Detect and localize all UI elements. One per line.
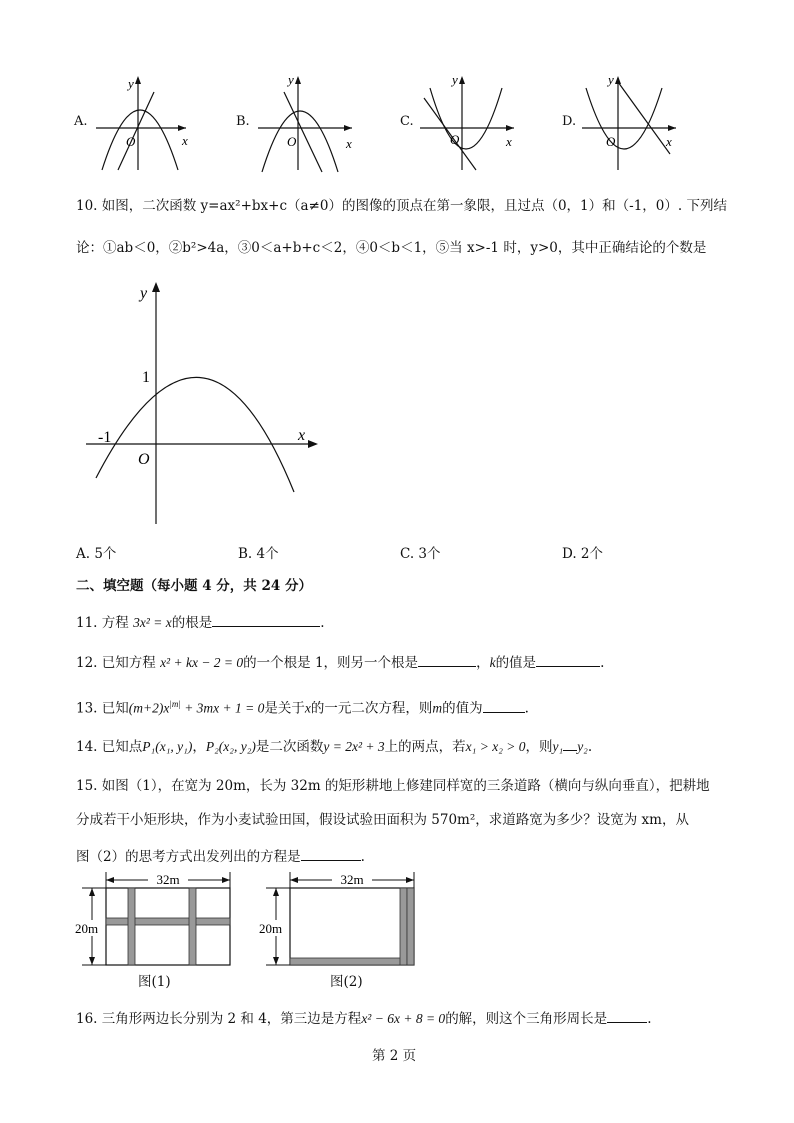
y-label: y — [452, 72, 458, 87]
q10-line2: 论：①ab＜0，②b²>4a，③0＜a+b+c＜2，④0＜b＜1，⑤当 x>-1 时，y>0，其中正确结论的个数是 — [76, 240, 707, 256]
x-label: x — [346, 136, 352, 151]
q9-option-a — [72, 70, 192, 175]
q14-y1: y₁ — [552, 739, 564, 754]
road-vertical-1 — [128, 888, 135, 965]
q16-pre: 16. 三角形两边长分别为 2 和 4，第三边是方程 — [76, 1011, 362, 1027]
q10-graph — [84, 276, 324, 528]
q13-equation: (m+2)x — [128, 700, 170, 716]
q12-end: . — [600, 655, 605, 671]
q11-post: 的根是 — [171, 615, 213, 631]
line — [118, 92, 154, 170]
q13-mid: 是关于 — [264, 700, 305, 717]
q11-answer-blank[interactable] — [212, 612, 320, 627]
field-rect — [106, 888, 230, 965]
field-rect — [290, 888, 414, 965]
q13-equation-rest: + 3mx + 1 = 0 — [180, 700, 265, 716]
q14-mid: 是二次函数 — [255, 739, 324, 755]
q14-condition: x₁ > x₂ > 0 — [465, 739, 526, 754]
q12-answer-blank-1[interactable] — [418, 652, 476, 667]
q13 — [76, 694, 529, 719]
y-axis-arrow — [135, 76, 141, 84]
origin-label: O — [138, 451, 150, 468]
q12-equation: x² + kx − 2 = 0 — [160, 655, 244, 670]
neg-one-label: -1 — [98, 429, 112, 446]
q10-option-c: C. 3个 — [400, 546, 441, 562]
q9-option-d — [560, 70, 685, 175]
y-axis-arrow — [459, 76, 465, 84]
q13-mid3: 的值为 — [442, 700, 483, 717]
figure-1 — [72, 870, 238, 970]
x-axis-arrow — [344, 125, 352, 131]
x-axis-arrow — [506, 125, 514, 131]
graph-b — [254, 70, 359, 175]
q12-pre: 12. 已知方程 — [76, 655, 161, 671]
parabola — [102, 110, 178, 170]
x-label: x — [182, 133, 188, 148]
parabola — [430, 88, 502, 149]
parabola — [586, 88, 662, 149]
q16 — [76, 1008, 651, 1029]
q14 — [76, 736, 592, 757]
figure-2 — [256, 870, 422, 970]
q14-p2: P₂(x₂, y₂) — [205, 739, 256, 754]
q9-option-c — [398, 70, 523, 175]
origin-label: O — [287, 134, 297, 149]
y-label: y — [288, 72, 294, 87]
q14-y2: y₂ — [577, 739, 588, 754]
q11-pre: 11. 方程 — [76, 615, 134, 631]
y-label: y — [608, 72, 614, 87]
q13-pre: 13. 已知 — [76, 700, 129, 717]
line — [618, 82, 670, 154]
q12-mid: 的一个根是 1，则另一个根是 — [243, 655, 419, 671]
figure-2-caption: 图(2) — [330, 974, 363, 990]
q14-pre: 14. 已知点 — [76, 739, 143, 755]
q9-option-b — [234, 70, 359, 175]
q13-m: m — [432, 700, 443, 716]
origin-label: O — [450, 132, 460, 147]
q13-exponent: |m| — [169, 699, 181, 709]
q10-option-d: D. 2个 — [562, 546, 604, 562]
q14-p1: P₁(x₁, y₁) — [142, 739, 193, 754]
q16-answer-blank[interactable] — [607, 1008, 647, 1023]
q14-mid3: ，则 — [525, 739, 553, 755]
x-label: x — [298, 427, 306, 444]
q13-end: . — [524, 700, 529, 717]
road-vertical-2 — [407, 888, 414, 965]
q14-answer-blank[interactable] — [563, 736, 577, 751]
q10-option-b: B. 4个 — [238, 546, 279, 562]
width-label: 32m — [156, 872, 180, 887]
parabola — [262, 111, 338, 172]
q13-answer-blank[interactable] — [483, 698, 525, 713]
q15-line2: 分成若干小矩形块，作为小麦试验田国，假设试验田面积为 570m²，求道路宽为多少？设宽为 xm，从 — [76, 812, 689, 828]
y-axis-arrow — [295, 76, 301, 84]
x-axis-arrow — [308, 440, 318, 448]
q16-post: 的解，则这个三角形周长是 — [445, 1011, 608, 1027]
q11-end: . — [320, 615, 325, 631]
origin-label: O — [126, 134, 136, 149]
q11 — [76, 612, 325, 633]
q16-end: . — [647, 1011, 652, 1027]
line — [284, 92, 322, 172]
option-label: C. — [400, 114, 414, 129]
q14-end: . — [587, 739, 593, 755]
parabola — [96, 377, 294, 492]
x-label: x — [666, 134, 672, 149]
q15-end: . — [360, 849, 365, 865]
q16-equation: x² − 6x + 8 = 0 — [361, 1011, 446, 1026]
one-label: 1 — [142, 369, 150, 386]
graph-a — [92, 70, 192, 175]
q14-mid2: 上的两点，若 — [384, 739, 466, 755]
q15-line3 — [76, 846, 365, 867]
q12-mid2: ， — [476, 655, 490, 671]
q14-equation: y = 2x² + 3 — [323, 739, 385, 754]
q10-line1: 10. 如图，二次函数 y=ax²+bx+c（a≠0）的图像的顶点在第一象限，且过点（0，1）和（-1，0）. 下列结 — [76, 198, 727, 214]
road-vertical-2 — [189, 888, 196, 965]
y-label: y — [140, 285, 148, 302]
x-axis-arrow — [178, 125, 186, 131]
height-label: 20m — [75, 921, 99, 936]
road-horizontal — [106, 918, 230, 925]
q12-mid3: 的值是 — [495, 655, 537, 671]
height-label: 20m — [259, 921, 283, 936]
q13-x: x — [304, 700, 311, 716]
q15-line1: 15. 如图（1），在宽为 20m，长为 32m 的矩形耕地上修建同样宽的三条道路（横向与纵向垂直），把耕地 — [76, 778, 710, 794]
page-number: 第 2 页 — [372, 1048, 417, 1064]
section-title: 二、填空题（每小题 4 分，共 24 分） — [76, 578, 312, 594]
q12-k: k — [489, 655, 496, 670]
graph-c — [416, 70, 521, 175]
figure-1-caption: 图(1) — [138, 974, 171, 990]
y-axis-arrow — [152, 282, 160, 292]
q15-answer-blank[interactable] — [301, 846, 361, 861]
q11-equation: 3x² = x — [133, 615, 172, 630]
q15-line3-text: 图（2）的思考方式出发列出的方程是 — [76, 849, 301, 865]
x-axis-arrow — [668, 125, 676, 131]
y-label: y — [128, 76, 134, 91]
q13-mid2: 的一元二次方程，则 — [310, 700, 433, 717]
width-label: 32m — [340, 872, 364, 887]
road-horizontal — [290, 958, 414, 965]
road-vertical-1 — [400, 888, 407, 965]
option-label: A. — [74, 114, 88, 129]
q14-sep: ， — [192, 739, 206, 755]
q10-option-a: A. 5个 — [76, 546, 117, 562]
option-label: B. — [236, 114, 250, 129]
q12 — [76, 652, 604, 673]
x-label: x — [506, 134, 512, 149]
q12-answer-blank-2[interactable] — [536, 652, 600, 667]
origin-label: O — [606, 134, 616, 149]
option-label: D. — [562, 114, 577, 129]
graph-d — [578, 70, 683, 175]
